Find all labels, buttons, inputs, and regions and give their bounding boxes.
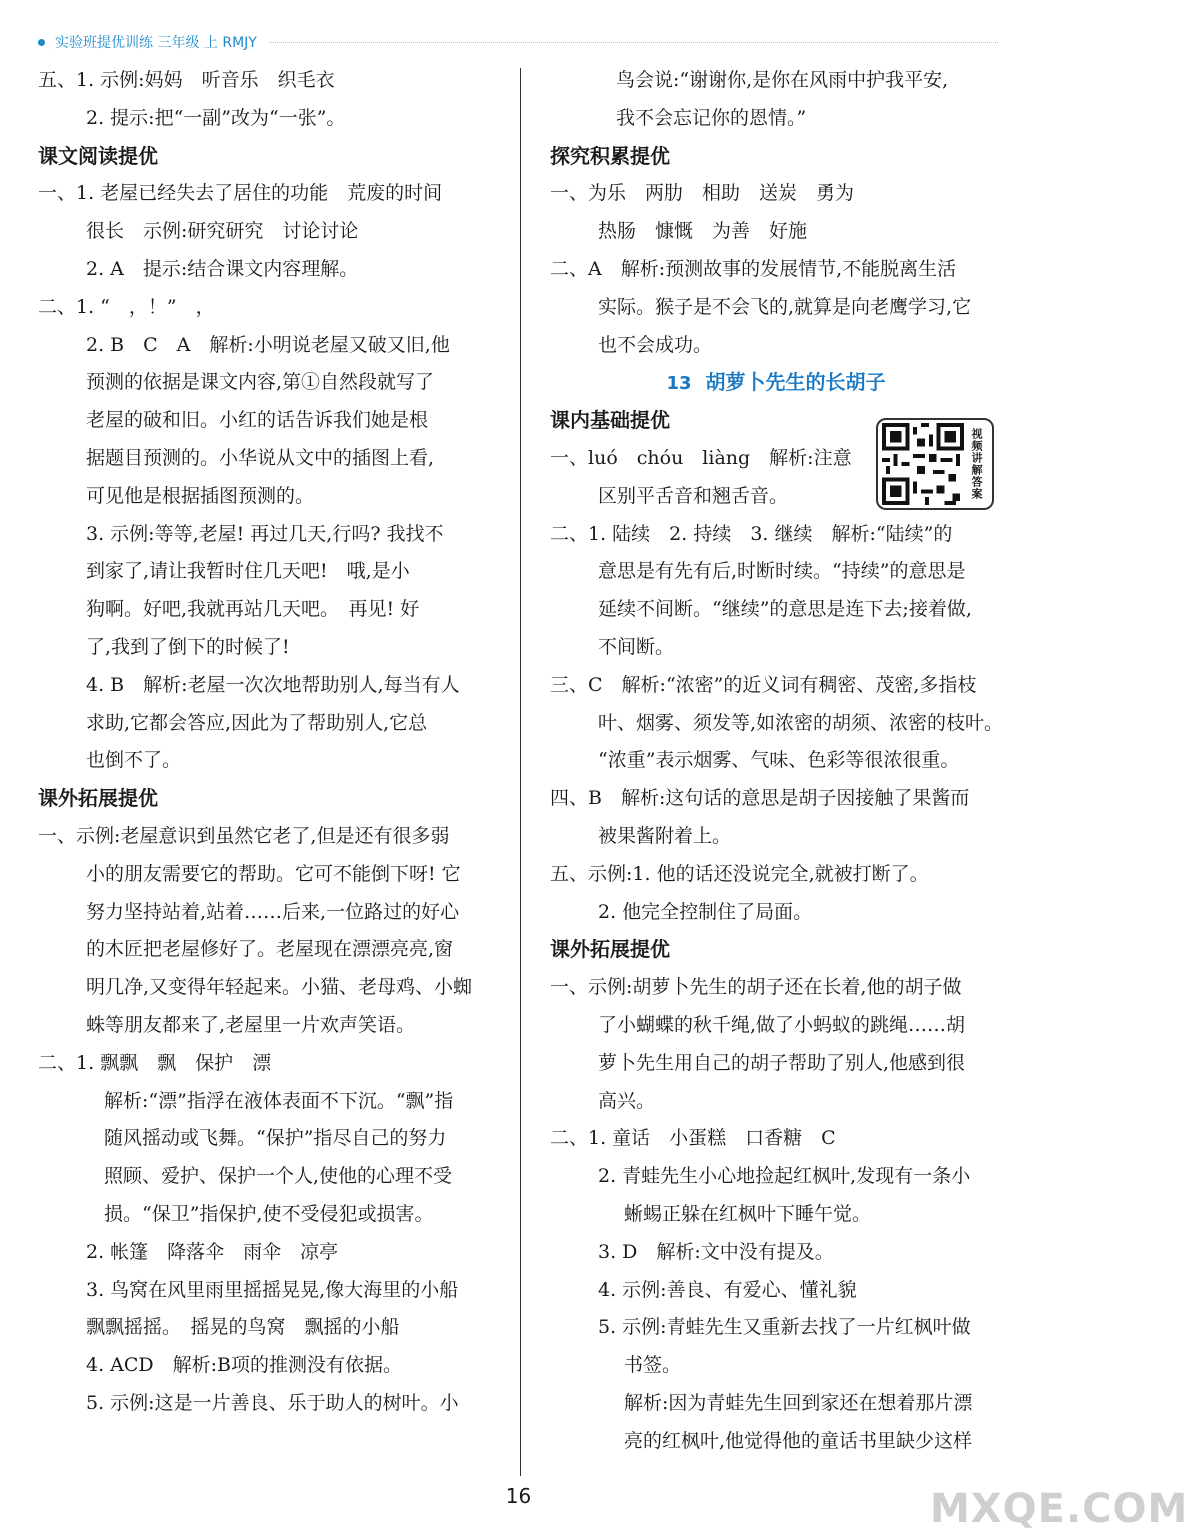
answer-line: 二、1. “ ，！” ，	[38, 295, 215, 318]
answer-line: 小的朋友需要它的帮助。它可不能倒下呀! 它	[86, 862, 461, 885]
section-heading: 课外拓展提优	[550, 937, 670, 962]
running-header	[38, 30, 998, 54]
answer-line: 一、1. 老屋已经失去了居住的功能 荒废的时间	[38, 182, 443, 205]
answer-line: 书签。	[624, 1354, 682, 1377]
answer-line: 也不会成功。	[598, 333, 713, 356]
lesson-title: 胡萝卜先生的长胡子	[705, 370, 886, 395]
answer-line: 实际。猴子是不会飞的,就算是向老鹰学习,它	[598, 295, 972, 318]
answer-line: 了小蝴蝶的秋千绳,做了小蚂蚁的跳绳……胡	[598, 1013, 966, 1036]
answer-line: 求助,它都会答应,因此为了帮助别人,它总	[86, 711, 428, 734]
qr-caption: 视频讲解答案	[970, 428, 983, 500]
answer-line: 我不会忘记你的恩情。”	[616, 106, 807, 129]
answer-line: 也倒不了。	[86, 749, 182, 772]
answer-line: 很长 示例:研究研究 讨论讨论	[86, 220, 359, 243]
answer-line: 3. 示例:等等,老屋! 再过几天,行吗? 我找不	[86, 522, 444, 545]
answer-line: 高兴。	[598, 1089, 656, 1112]
answer-line: 2. B C A 解析:小明说老屋又破又旧,他	[86, 333, 450, 356]
lesson-heading	[550, 364, 1002, 402]
right-column-bottom	[550, 402, 1002, 1460]
answer-line: 一、示例:老屋意识到虽然它老了,但是还有很多弱	[38, 824, 450, 847]
answer-line: 3. D 解析:文中没有提及。	[598, 1240, 834, 1263]
answer-line: 的木匠把老屋修好了。老屋现在漂漂亮亮,窗	[86, 938, 454, 961]
section-heading: 探究积累提优	[550, 143, 670, 168]
answer-line: 了,我到了倒下的时候了!	[86, 635, 290, 658]
answer-line: 狗啊。好吧,我就再站几天吧。 再见! 好	[86, 598, 420, 621]
answer-line: 三、C 解析:“浓密”的近义词有稠密、茂密,多指枝	[550, 673, 977, 696]
answer-line: 一、luó chóu liàng 解析:注意	[550, 446, 852, 469]
lesson-number: 13	[666, 373, 692, 395]
answer-line: 可见他是根据插图预测的。	[86, 484, 315, 507]
watermark-logo: MXQE.COM	[930, 1486, 1188, 1532]
answer-line: 一、为乐 两肋 相助 送炭 勇为	[550, 182, 855, 205]
header-title: 实验班提优训练 三年级 上 RMJY	[55, 35, 257, 51]
right-column-top	[550, 62, 1002, 364]
answer-line: 二、1. 陆续 2. 持续 3. 继续 解析:“陆续”的	[550, 522, 953, 545]
answer-line: 区别平舌音和翘舌音。	[598, 484, 789, 507]
answer-line: “浓重”表示烟雾、气味、色彩等很浓很重。	[598, 749, 960, 772]
qr-code-icon	[882, 423, 964, 505]
answer-line: 热肠 慷慨 为善 好施	[598, 220, 808, 243]
answer-line: 2. 提示:把“一副”改为“一张”。	[86, 106, 346, 129]
answer-line: 叶、烟雾、须发等,如浓密的胡须、浓密的枝叶。	[598, 711, 1004, 734]
answer-line: 到家了,请让我暂时住几天吧! 哦,是小	[86, 560, 410, 583]
answer-line: 解析:因为青蛙先生回到家还在想着那片漂	[624, 1391, 973, 1414]
section-heading: 课外拓展提优	[38, 786, 158, 811]
answer-line: 4. ACD 解析:B项的推测没有依据。	[86, 1354, 403, 1377]
answer-line: 四、B 解析:这句话的意思是胡子因接触了果酱而	[550, 787, 970, 810]
answer-line: 4. 示例:善良、有爱心、懂礼貌	[598, 1278, 857, 1301]
left-column	[38, 62, 498, 1423]
answer-line: 亮的红枫叶,他觉得他的童话书里缺少这样	[624, 1429, 973, 1452]
answer-line: 五、1. 示例:妈妈 听音乐 织毛衣	[38, 69, 335, 91]
answer-line: 飘飘摇摇。 摇晃的鸟窝 飘摇的小船	[86, 1316, 400, 1339]
answer-line: 鸟会说:“谢谢你,是你在风雨中护我平安,	[616, 69, 949, 91]
right-column	[550, 62, 1002, 1460]
answer-line: 不间断。	[598, 635, 675, 658]
answer-line: 5. 示例:青蛙先生又重新去找了一片红枫叶做	[598, 1316, 971, 1339]
answer-line: 二、1. 飘飘 飘 保护 漂	[38, 1051, 272, 1074]
answer-line: 3. 鸟窝在风里雨里摇摇晃晃,像大海里的小船	[86, 1278, 459, 1301]
answer-line: 被果酱附着上。	[598, 824, 732, 847]
answer-line: 萝卜先生用自己的胡子帮助了别人,他感到很	[598, 1051, 966, 1074]
answer-line: 据题目预测的。小华说从文中的插图上看,	[86, 446, 435, 469]
answer-line: 意思是有先有后,时断时续。“持续”的意思是	[598, 560, 966, 583]
answer-line: 2. 他完全控制住了局面。	[598, 900, 813, 923]
answer-line: 五、示例:1. 他的话还没说完全,就被打断了。	[550, 862, 929, 885]
header-rule	[269, 42, 998, 43]
section-heading: 课文阅读提优	[38, 143, 158, 168]
header-dot-icon	[38, 39, 45, 46]
column-divider	[520, 68, 521, 1476]
qr-code-box[interactable]	[876, 418, 994, 510]
answer-line: 努力坚持站着,站着……后来,一位路过的好心	[86, 900, 460, 923]
answer-line: 2. 青蛙先生小心地捡起红枫叶,发现有一条小	[598, 1165, 971, 1188]
answer-line: 二、A 解析:预测故事的发展情节,不能脱离生活	[550, 257, 957, 280]
answer-line: 蜥蜴正躲在红枫叶下睡午觉。	[624, 1202, 872, 1225]
answer-line: 一、示例:胡萝卜先生的胡子还在长着,他的胡子做	[550, 976, 962, 999]
answer-line: 延续不间断。“继续”的意思是连下去;接着做,	[598, 598, 972, 621]
section-heading: 课内基础提优	[550, 408, 670, 433]
answer-line: 2. 帐篷 降落伞 雨伞 凉亭	[86, 1240, 339, 1263]
answer-line: 损。“保卫”指保护,使不受侵犯或损害。	[104, 1202, 434, 1225]
answer-line: 4. B 解析:老屋一次次地帮助别人,每当有人	[86, 673, 460, 696]
page-number: 16	[505, 1484, 532, 1508]
answer-line: 照顾、爱护、保护一个人,使他的心理不受	[104, 1165, 453, 1188]
answer-line: 明几净,又变得年轻起来。小猫、老母鸡、小蜘	[86, 976, 473, 999]
answer-line: 二、1. 童话 小蛋糕 口香糖 C	[550, 1127, 836, 1150]
answer-line: 预测的依据是课文内容,第①自然段就写了	[86, 371, 435, 394]
answer-line: 老屋的破和旧。小红的话告诉我们她是根	[86, 409, 429, 432]
answer-line: 5. 示例:这是一片善良、乐于助人的树叶。小	[86, 1391, 459, 1414]
answer-line: 随风摇动或飞舞。“保护”指尽自己的努力	[104, 1127, 447, 1150]
answer-line: 蛛等朋友都来了,老屋里一片欢声笑语。	[86, 1013, 416, 1036]
answer-line: 解析:“漂”指浮在液体表面不下沉。“飘”指	[104, 1089, 454, 1112]
answer-line: 2. A 提示:结合课文内容理解。	[86, 257, 359, 280]
